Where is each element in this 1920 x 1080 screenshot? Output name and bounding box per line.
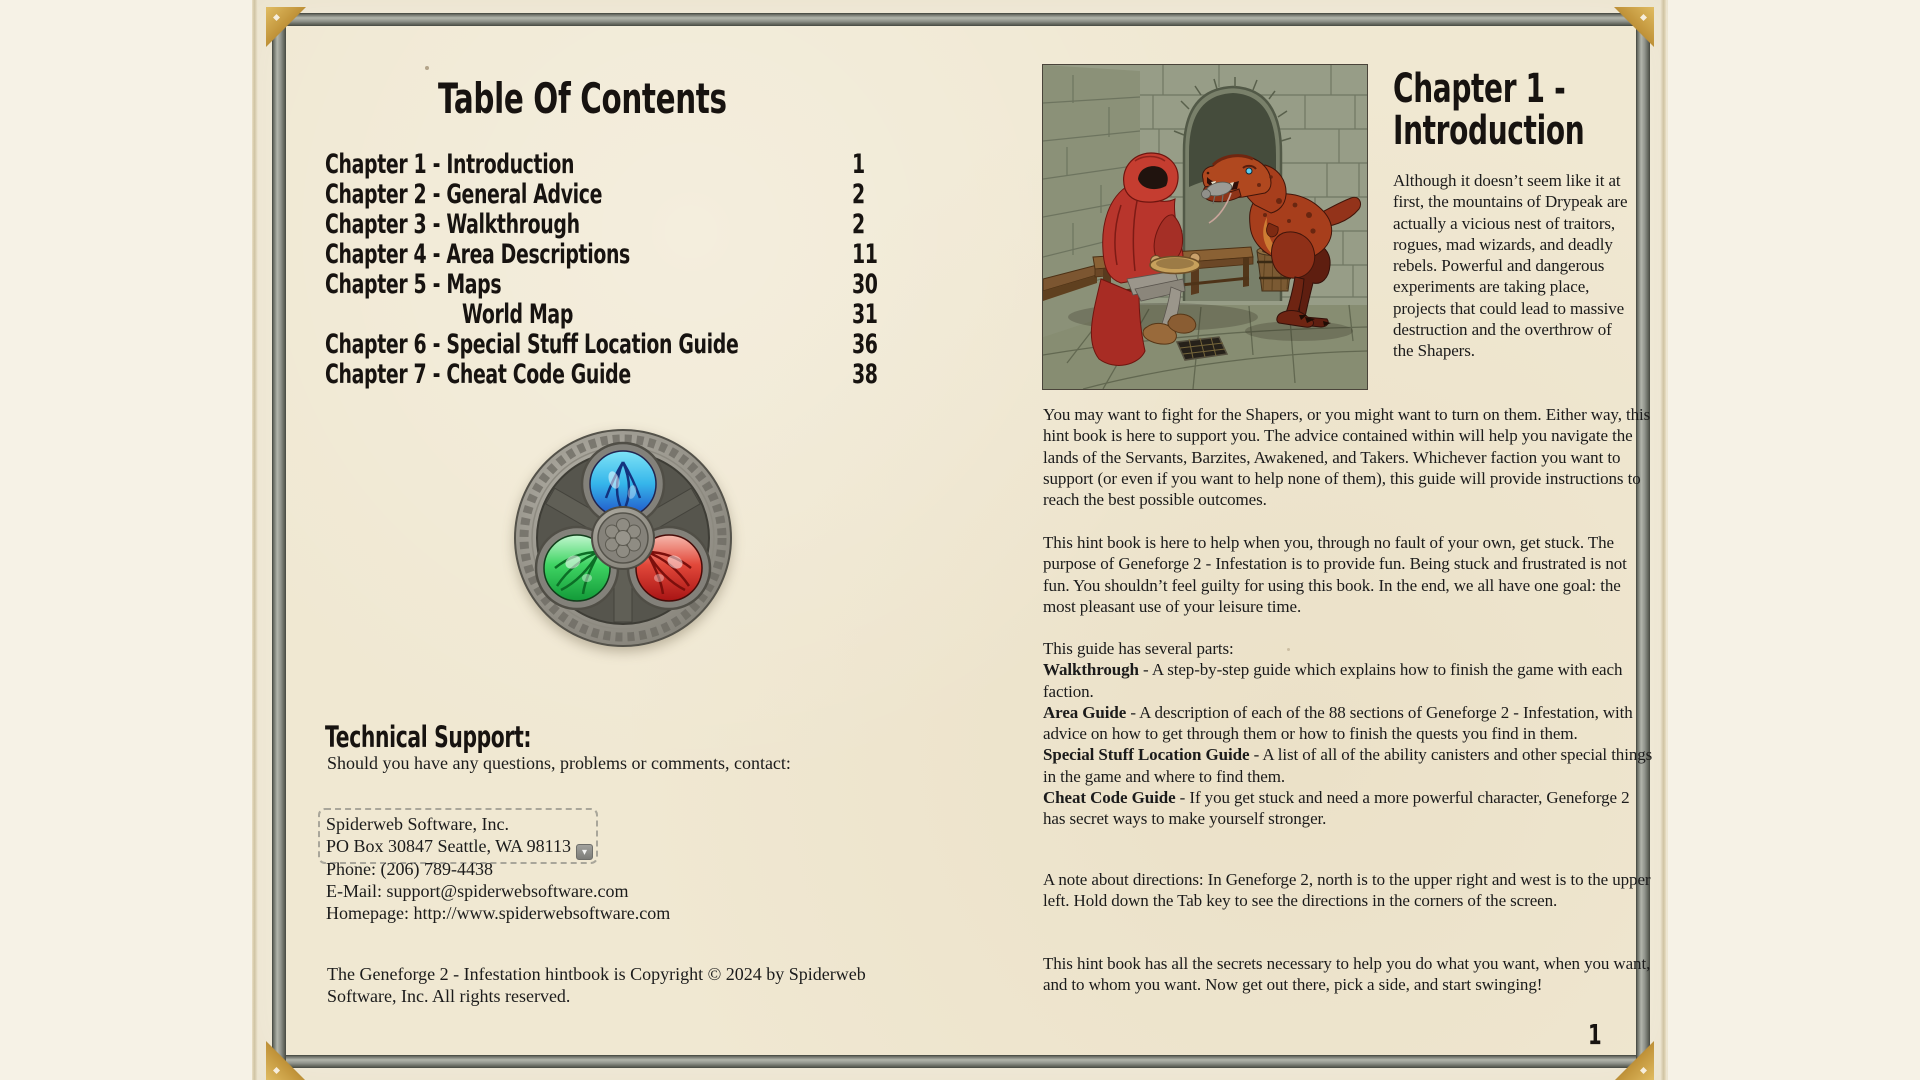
toc-row	[325, 360, 945, 390]
page-edge-right	[1660, 0, 1666, 1080]
faction-emblem	[503, 420, 743, 660]
address-line-1: Spiderweb Software, Inc.	[326, 814, 509, 834]
frame-bar-left	[272, 13, 286, 1068]
frame-bar-bottom	[272, 1055, 1650, 1068]
paragraph-1: You may want to fight for the Shapers, or you might want to turn on them. Either way, this hint book is here to support you. The advice contained within will help you navigate the lands of the Servants, Barzites, Awakened, and Takers. Whichever faction you want to support (or even if you want to help none of them), this guide will provide instructions to reach the best possible outcomes.	[1043, 405, 1651, 510]
toc-entry-page: 30	[852, 269, 878, 300]
toc-entry-label: Chapter 1 - Introduction	[325, 149, 575, 180]
tech-support-intro: Should you have any questions, problems or comments, contact:	[327, 753, 791, 773]
directions-note: A note about directions: In Geneforge 2, north is to the upper right and west is to the upper left. Hold down the Tab key to see the directions in the corners of the screen.	[1043, 870, 1651, 911]
chapter-heading: Chapter 1 - Introduction	[1393, 66, 1585, 154]
toc-row	[325, 330, 945, 360]
guide-part-term: Area Guide	[1043, 702, 1127, 722]
tech-support-heading: Technical Support:	[325, 720, 532, 754]
page-edge-left	[252, 0, 258, 1080]
toc-row	[325, 270, 945, 300]
toc-entry-label: Chapter 3 - Walkthrough	[325, 209, 580, 240]
toc-row	[325, 180, 945, 210]
guide-part	[1043, 744, 1655, 787]
guide-parts-block	[1043, 638, 1655, 830]
toc-entry-label: Chapter 7 - Cheat Code Guide	[325, 359, 631, 390]
guide-part-desc: - A step-by-step guide which explains how to finish the game with each faction.	[1043, 660, 1623, 701]
guide-part-term: Cheat Code Guide	[1043, 788, 1176, 808]
table-of-contents	[325, 150, 965, 400]
toc-row	[325, 300, 945, 330]
paper-speck	[425, 66, 429, 70]
toc-row	[325, 210, 945, 240]
toc-entry-page: 31	[852, 299, 878, 330]
toc-entry-page: 36	[852, 329, 878, 360]
closing-paragraph: This hint book has all the secrets necessary to help you do what you want, when you want, and to whom you want. Now get out there, pick a side, and start swinging!	[1043, 954, 1651, 995]
guide-parts-list	[1043, 659, 1655, 829]
homepage-line: Homepage: http://www.spiderwebsoftware.com	[326, 903, 671, 923]
guide-part-term: Special Stuff Location Guide	[1043, 745, 1250, 765]
toc-entry-label: World Map	[462, 299, 574, 330]
address-line-2	[326, 835, 593, 860]
guide-part-term: Walkthrough	[1043, 660, 1139, 680]
guide-parts-intro: This guide has several parts:	[1043, 639, 1234, 658]
toc-entry-label: Chapter 2 - General Advice	[325, 179, 603, 210]
toc-entry-label: Chapter 5 - Maps	[325, 269, 502, 300]
guide-part-desc: - If you get stuck and need a more powerful character, Geneforge 2 has secret ways to make yourself stronger.	[1043, 788, 1630, 829]
guide-part-desc: - A description of each of the 88 sections of Geneforge 2 - Infestation, with advice on how to get through them or how to finish the quests you find in them.	[1043, 702, 1633, 744]
guide-part-desc: - A list of all of the ability canisters and other special things in the game and where to find them.	[1043, 745, 1653, 786]
address-line-2-text: PO Box 30847 Seattle, WA 98113	[326, 836, 572, 856]
email-line: E-Mail: support@spiderwebsoftware.com	[326, 881, 629, 901]
prisoner-and-fyora-illustration	[1043, 65, 1367, 389]
guide-part	[1043, 787, 1655, 830]
toc-entry-page: 11	[852, 239, 878, 270]
toc-title: Table Of Contents	[438, 74, 727, 123]
toc-entry-label: Chapter 6 - Special Stuff Location Guide	[325, 329, 739, 360]
page-number: 1	[1588, 1018, 1602, 1051]
toc-row	[325, 150, 945, 180]
toc-entry-page: 2	[852, 179, 865, 210]
chevron-down-icon[interactable]: ▾	[576, 844, 593, 860]
lead-paragraph: Although it doesn’t seem like it at first, the mountains of Drypeak are actually a vicious nest of traitors, rogues, mad wizards, and deadly rebels. Powerful and dangerous experiments are taking place, projects that could lead to massive destruction and the overthrow of the Shapers.	[1393, 171, 1628, 361]
frame-bar-top	[272, 13, 1650, 26]
guide-part	[1043, 702, 1655, 745]
toc-entry-label: Chapter 4 - Area Descriptions	[325, 239, 630, 270]
copyright-text: The Geneforge 2 - Infestation hintbook is Copyright © 2024 by Spiderweb Software, Inc. All rights reserved.	[327, 964, 866, 1006]
toc-entry-page: 2	[852, 209, 865, 240]
paragraph-2: This hint book is here to help when you, through no fault of your own, get stuck. The purpose of Geneforge 2 - Infestation is to provide fun. Being stuck and frustrated is not fun. You shouldn’t feel guilty for using this book. In the end, we all have one goal: the most pleasant use of your leisure time.	[1043, 533, 1627, 616]
toc-row	[325, 240, 945, 270]
guide-part	[1043, 659, 1655, 702]
phone-line: Phone: (206) 789-4438	[326, 859, 493, 879]
toc-entry-page: 1	[852, 149, 865, 180]
toc-entry-page: 38	[852, 359, 878, 390]
